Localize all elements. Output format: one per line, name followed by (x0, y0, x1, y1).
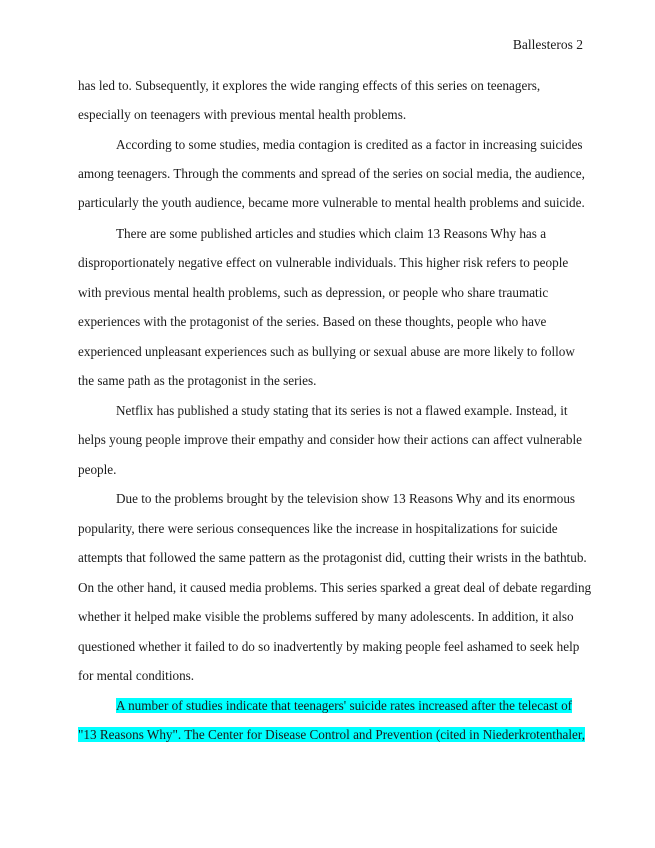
body-line: experienced unpleasant experiences such as bullying or sexual abuse are more likely to follow (78, 344, 575, 359)
body-line: has led to. Subsequently, it explores the wide ranging effects of this series on teenagers, (78, 78, 541, 93)
body-line: among teenagers. Through the comments and spread of the series on social media, the audience, (78, 166, 585, 181)
paragraph-first-line: Due to the problems brought by the television show 13 Reasons Why and its enormous (116, 491, 576, 506)
body-line: whether it helped make visible the problems suffered by many adolescents. In addition, it also (78, 609, 574, 624)
text-highlight: "13 Reasons Why". The Center for Disease Control and Prevention (cited in Niederkrotenthaler, (78, 727, 586, 742)
body-line: with previous mental health problems, such as depression, or people who share traumatic (78, 285, 549, 300)
body-line: helps young people improve their empathy and consider how their actions can affect vulnerable (78, 432, 583, 447)
paragraph-first-line: According to some studies, media contagion is credited as a factor in increasing suicides (116, 137, 583, 152)
running-head: Ballesteros 2 (512, 37, 583, 52)
body-line: On the other hand, it caused media problems. This series sparked a great deal of debate regarding (78, 580, 592, 595)
body-line: for mental conditions. (78, 668, 195, 683)
paragraph-first-line: Netflix has published a study stating that its series is not a flawed example. Instead, it (116, 403, 568, 418)
body-line: disproportionately negative effect on vulnerable individuals. This higher risk refers to people (78, 255, 569, 270)
body-line: especially on teenagers with previous mental health problems. (78, 107, 407, 122)
body-line: people. (78, 462, 117, 477)
text-highlight: A number of studies indicate that teenagers' suicide rates increased after the telecast of (116, 698, 573, 713)
paragraph-first-line: There are some published articles and studies which claim 13 Reasons Why has a (116, 226, 547, 241)
body-line: the same path as the protagonist in the series. (78, 373, 317, 388)
body-line: attempts that followed the same pattern as the protagonist did, cutting their wrists in the bathtub. (78, 550, 587, 565)
body-line: questioned whether it failed to do so inadvertently by making people feel ashamed to seek help (78, 639, 580, 654)
body-line: experiences with the protagonist of the series. Based on these thoughts, people who have (78, 314, 547, 329)
highlighted-line (116, 697, 572, 715)
body-line: popularity, there were serious consequences like the increase in hospitalizations for suicide (78, 521, 558, 536)
highlighted-line (78, 726, 585, 744)
body-line: particularly the youth audience, became more vulnerable to mental health problems and suicide. (78, 195, 585, 210)
